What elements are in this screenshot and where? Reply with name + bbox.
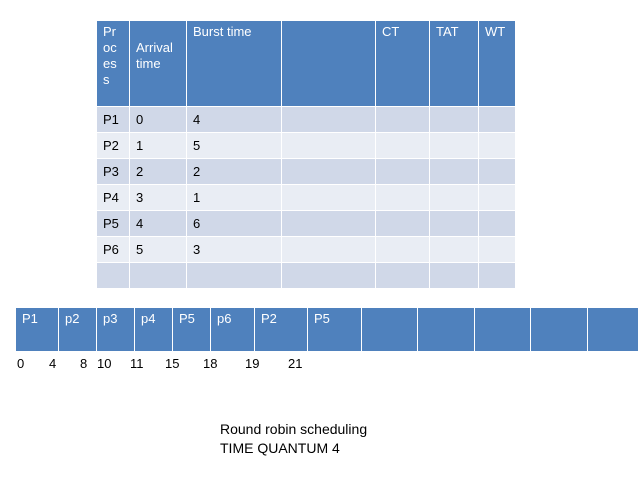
- time-label: 10: [97, 356, 112, 371]
- table-cell: 3: [130, 185, 187, 211]
- table-cell: 6: [187, 211, 282, 237]
- table-cell: P3: [97, 159, 130, 185]
- table-cell: [282, 211, 376, 237]
- gantt-cell: p3: [97, 308, 135, 352]
- table-cell: P1: [97, 107, 130, 133]
- table-cell: [430, 133, 479, 159]
- table-row: [97, 133, 516, 159]
- table-cell: 3: [187, 237, 282, 263]
- table-cell: [479, 185, 516, 211]
- table-cell: [430, 237, 479, 263]
- time-label: 15: [165, 356, 180, 371]
- table-cell: [376, 133, 430, 159]
- table-row: [97, 263, 516, 289]
- table-cell: [376, 185, 430, 211]
- table-cell: [376, 263, 430, 289]
- header-process: Pr oc es s: [97, 21, 130, 107]
- time-label: 18: [203, 356, 218, 371]
- table-cell: [97, 263, 130, 289]
- time-label: 21: [288, 356, 303, 371]
- table-cell: [430, 185, 479, 211]
- gantt-cell: p4: [135, 308, 173, 352]
- table-cell: [430, 159, 479, 185]
- gantt-chart: [15, 307, 638, 352]
- table-cell: [282, 107, 376, 133]
- table-cell: [376, 107, 430, 133]
- time-label: 0: [17, 356, 25, 371]
- header-wt: WT: [479, 21, 516, 107]
- table-cell: [376, 211, 430, 237]
- table-cell: P2: [97, 133, 130, 159]
- table-row: [97, 185, 516, 211]
- table-cell: [187, 263, 282, 289]
- gantt-row: [16, 308, 638, 352]
- gantt-cell: [531, 308, 588, 352]
- gantt-cell: [475, 308, 531, 352]
- caption-quantum: TIME QUANTUM 4: [220, 440, 340, 456]
- table-header-row: [97, 21, 516, 107]
- table-cell: P6: [97, 237, 130, 263]
- gantt-cell: p6: [211, 308, 255, 352]
- table-cell: [430, 107, 479, 133]
- table-cell: [282, 133, 376, 159]
- table-cell: [479, 211, 516, 237]
- table-cell: [282, 263, 376, 289]
- header-tat: TAT: [430, 21, 479, 107]
- gantt-cell: [362, 308, 418, 352]
- time-label: 4: [49, 356, 57, 371]
- caption-title: Round robin scheduling: [220, 421, 368, 437]
- header-ct: CT: [376, 21, 430, 107]
- table-cell: 2: [130, 159, 187, 185]
- table-cell: 1: [187, 185, 282, 211]
- gantt-time-axis: [0, 356, 320, 374]
- table-cell: [479, 263, 516, 289]
- time-label: 19: [245, 356, 260, 371]
- time-label: 8: [80, 356, 88, 371]
- gantt-cell: [588, 308, 638, 352]
- table-cell: [130, 263, 187, 289]
- process-table: [96, 20, 516, 289]
- gantt-cell: P5: [173, 308, 211, 352]
- table-row: [97, 211, 516, 237]
- table-cell: [479, 159, 516, 185]
- table-cell: [479, 133, 516, 159]
- time-label: 11: [130, 356, 144, 371]
- gantt-cell: P5: [308, 308, 362, 352]
- table-cell: [376, 237, 430, 263]
- table-cell: [430, 211, 479, 237]
- header-burst-time: Burst time: [187, 21, 282, 107]
- table-row: [97, 107, 516, 133]
- gantt-cell: P1: [16, 308, 59, 352]
- table-cell: [282, 159, 376, 185]
- gantt-cell: p2: [59, 308, 97, 352]
- table-cell: 5: [187, 133, 282, 159]
- header-empty: [282, 21, 376, 107]
- table-cell: 1: [130, 133, 187, 159]
- header-arrival-time: Arrival time: [130, 21, 187, 107]
- table-cell: [282, 237, 376, 263]
- gantt-cell: P2: [255, 308, 308, 352]
- caption: [220, 420, 367, 458]
- table-cell: 4: [130, 211, 187, 237]
- table-cell: [282, 185, 376, 211]
- table-cell: 2: [187, 159, 282, 185]
- gantt-cell: [418, 308, 475, 352]
- table-row: [97, 237, 516, 263]
- table-cell: 5: [130, 237, 187, 263]
- table-cell: P5: [97, 211, 130, 237]
- table-cell: [479, 107, 516, 133]
- table-cell: P4: [97, 185, 130, 211]
- table-cell: [430, 263, 479, 289]
- table-cell: [479, 237, 516, 263]
- table-cell: 0: [130, 107, 187, 133]
- table-cell: 4: [187, 107, 282, 133]
- table-row: [97, 159, 516, 185]
- table-cell: [376, 159, 430, 185]
